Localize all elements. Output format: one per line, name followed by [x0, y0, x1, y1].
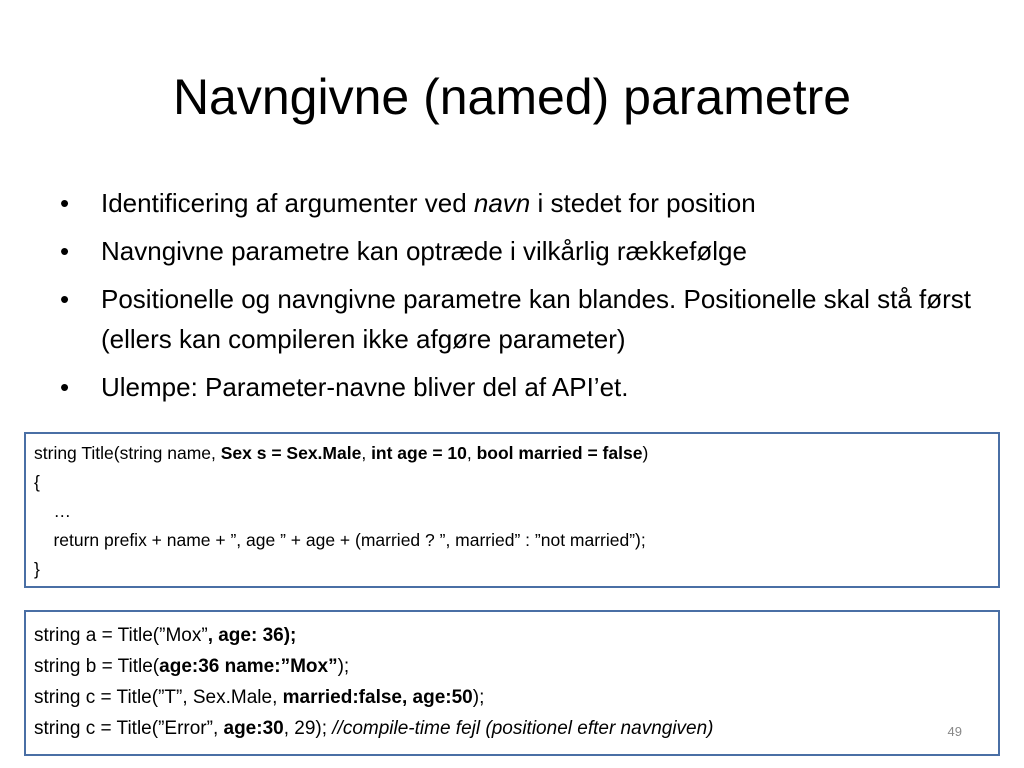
code-line: } — [34, 559, 40, 579]
code-text: string Title(string name, — [34, 443, 221, 463]
code-text-bold: age:30 — [223, 718, 284, 739]
bullet-text: Navngivne parametre kan optræde i vilkårlig rækkefølge — [101, 236, 747, 266]
code-line — [34, 620, 998, 651]
bullet-text-after: i stedet for position — [530, 188, 756, 218]
code-line: { — [34, 472, 40, 492]
code-text: string b = Title( — [34, 656, 160, 677]
bullet-text: Ulempe: Parameter-navne bliver del af API’et. — [101, 372, 629, 402]
code-line — [34, 682, 998, 713]
bullet-icon: • — [60, 188, 70, 218]
bullet-text-before: Identificering af argumenter ved — [101, 188, 474, 218]
method-signature-code-box — [24, 432, 1000, 588]
bullet-list — [60, 183, 990, 415]
code-text: ); — [472, 687, 485, 708]
bullet-item — [60, 367, 990, 407]
bullet-item — [60, 231, 990, 271]
code-text: string c = Title(”Error”, — [34, 718, 224, 739]
bullet-text-emphasis: navn — [473, 188, 531, 218]
code-line: return prefix + name + ”, age ” + age + (married ? ”, married” : ”not married”); — [34, 530, 646, 550]
code-line — [34, 439, 998, 468]
method-calls-code-box — [24, 610, 1000, 756]
code-text-bold: age:36 name:”Mox” — [159, 656, 338, 677]
page-number: 49 — [947, 724, 962, 739]
code-text-bold: bool married = false — [476, 443, 643, 463]
code-text-bold: Sex s = Sex.Male — [220, 443, 362, 463]
bullet-icon: • — [60, 372, 70, 402]
code-text: , 29); — [283, 718, 333, 739]
slide-title: Navngivne (named) parametre — [172, 69, 852, 125]
code-text-bold: int age = 10 — [371, 443, 467, 463]
bullet-text: Positionelle og navngivne parametre kan blandes. Positionelle skal stå først (ellers kan compileren ikke afgøre parameter) — [101, 284, 972, 354]
bullet-item — [60, 183, 990, 223]
code-line: … — [34, 501, 71, 521]
code-line — [34, 713, 998, 744]
code-line — [34, 651, 998, 682]
code-text: ); — [337, 656, 350, 677]
code-text: string a = Title(”Mox” — [34, 625, 208, 646]
code-text-bold: married:false, age:50 — [282, 687, 473, 708]
code-comment: //compile-time fejl (positionel efter navngiven) — [332, 718, 714, 739]
bullet-icon: • — [60, 284, 70, 314]
bullet-icon: • — [60, 236, 70, 266]
code-text: , — [361, 443, 372, 463]
code-text: , — [466, 443, 477, 463]
code-text-bold: , age: 36); — [207, 625, 297, 646]
code-text: ) — [642, 443, 649, 463]
code-text: string c = Title(”T”, Sex.Male, — [34, 687, 283, 708]
bullet-item — [60, 279, 990, 359]
